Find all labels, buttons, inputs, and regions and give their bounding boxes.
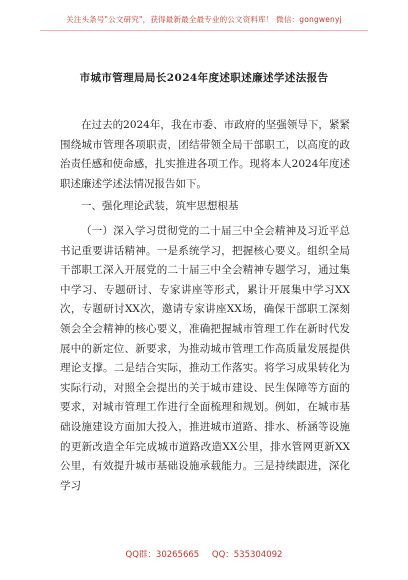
qq-number: QQ：535304092: [211, 550, 283, 560]
header-divider: [40, 30, 368, 31]
body-paragraph: （一）深入学习贯彻党的二十届三中全会精神及习近平总书记重要讲话精神。一是系统学习，把握核心要义。组织全局干部职工深入开展党的二十届三中全会精神专题学习，通过集中学习、专题研讨、专家讲座等形式，累计开展集中学习XX次，专题研讨XX次，邀请专家讲座XX场，确保干部职工深刻领会全会精神的核心要义，准确把握城市管理工作在新时代发展中的新定位、新要求，为推动城市管理工作高质量发展提供理论支撑。二是结合实际，推动工作落实。将学习成果转化为实际行动，对照全会提出的关于城市建设、民生保障等方面的要求，对城市管理工作进行全面梳理和规划。例如，在城市基础设施建设方面加大投入，推进城市道路、排水、桥涵等设施的更新改造全年完成城市道路改造XX公里，排水管网更新XX公里，有效提升城市基础设施承载能力。三是持续跟进，深化学习: [60, 224, 350, 492]
section-heading: 一、强化理论武装，筑牢思想根基: [81, 200, 239, 213]
footer-contact: [0, 548, 408, 560]
document-body: [60, 116, 350, 496]
document-title: 市城市管理局局长2024年度述职述廉述学述法报告: [79, 72, 329, 84]
intro-paragraph: 在过去的2024年，我在市委、市政府的坚强领导下，紧紧围绕城市管理各项职责，团结带领全局干部职工，以高度的政治责任感和使命感，扎实推进各项工作。现将本人2024年度述职述廉述学述法情况报告如下。: [60, 119, 350, 190]
header-banner: 关注头条号"公文研究"，获得最新最全最专业的公文资料库！ 微信：gongwenyj: [66, 15, 342, 24]
qq-group-number: QQ群：30265665: [125, 550, 200, 560]
